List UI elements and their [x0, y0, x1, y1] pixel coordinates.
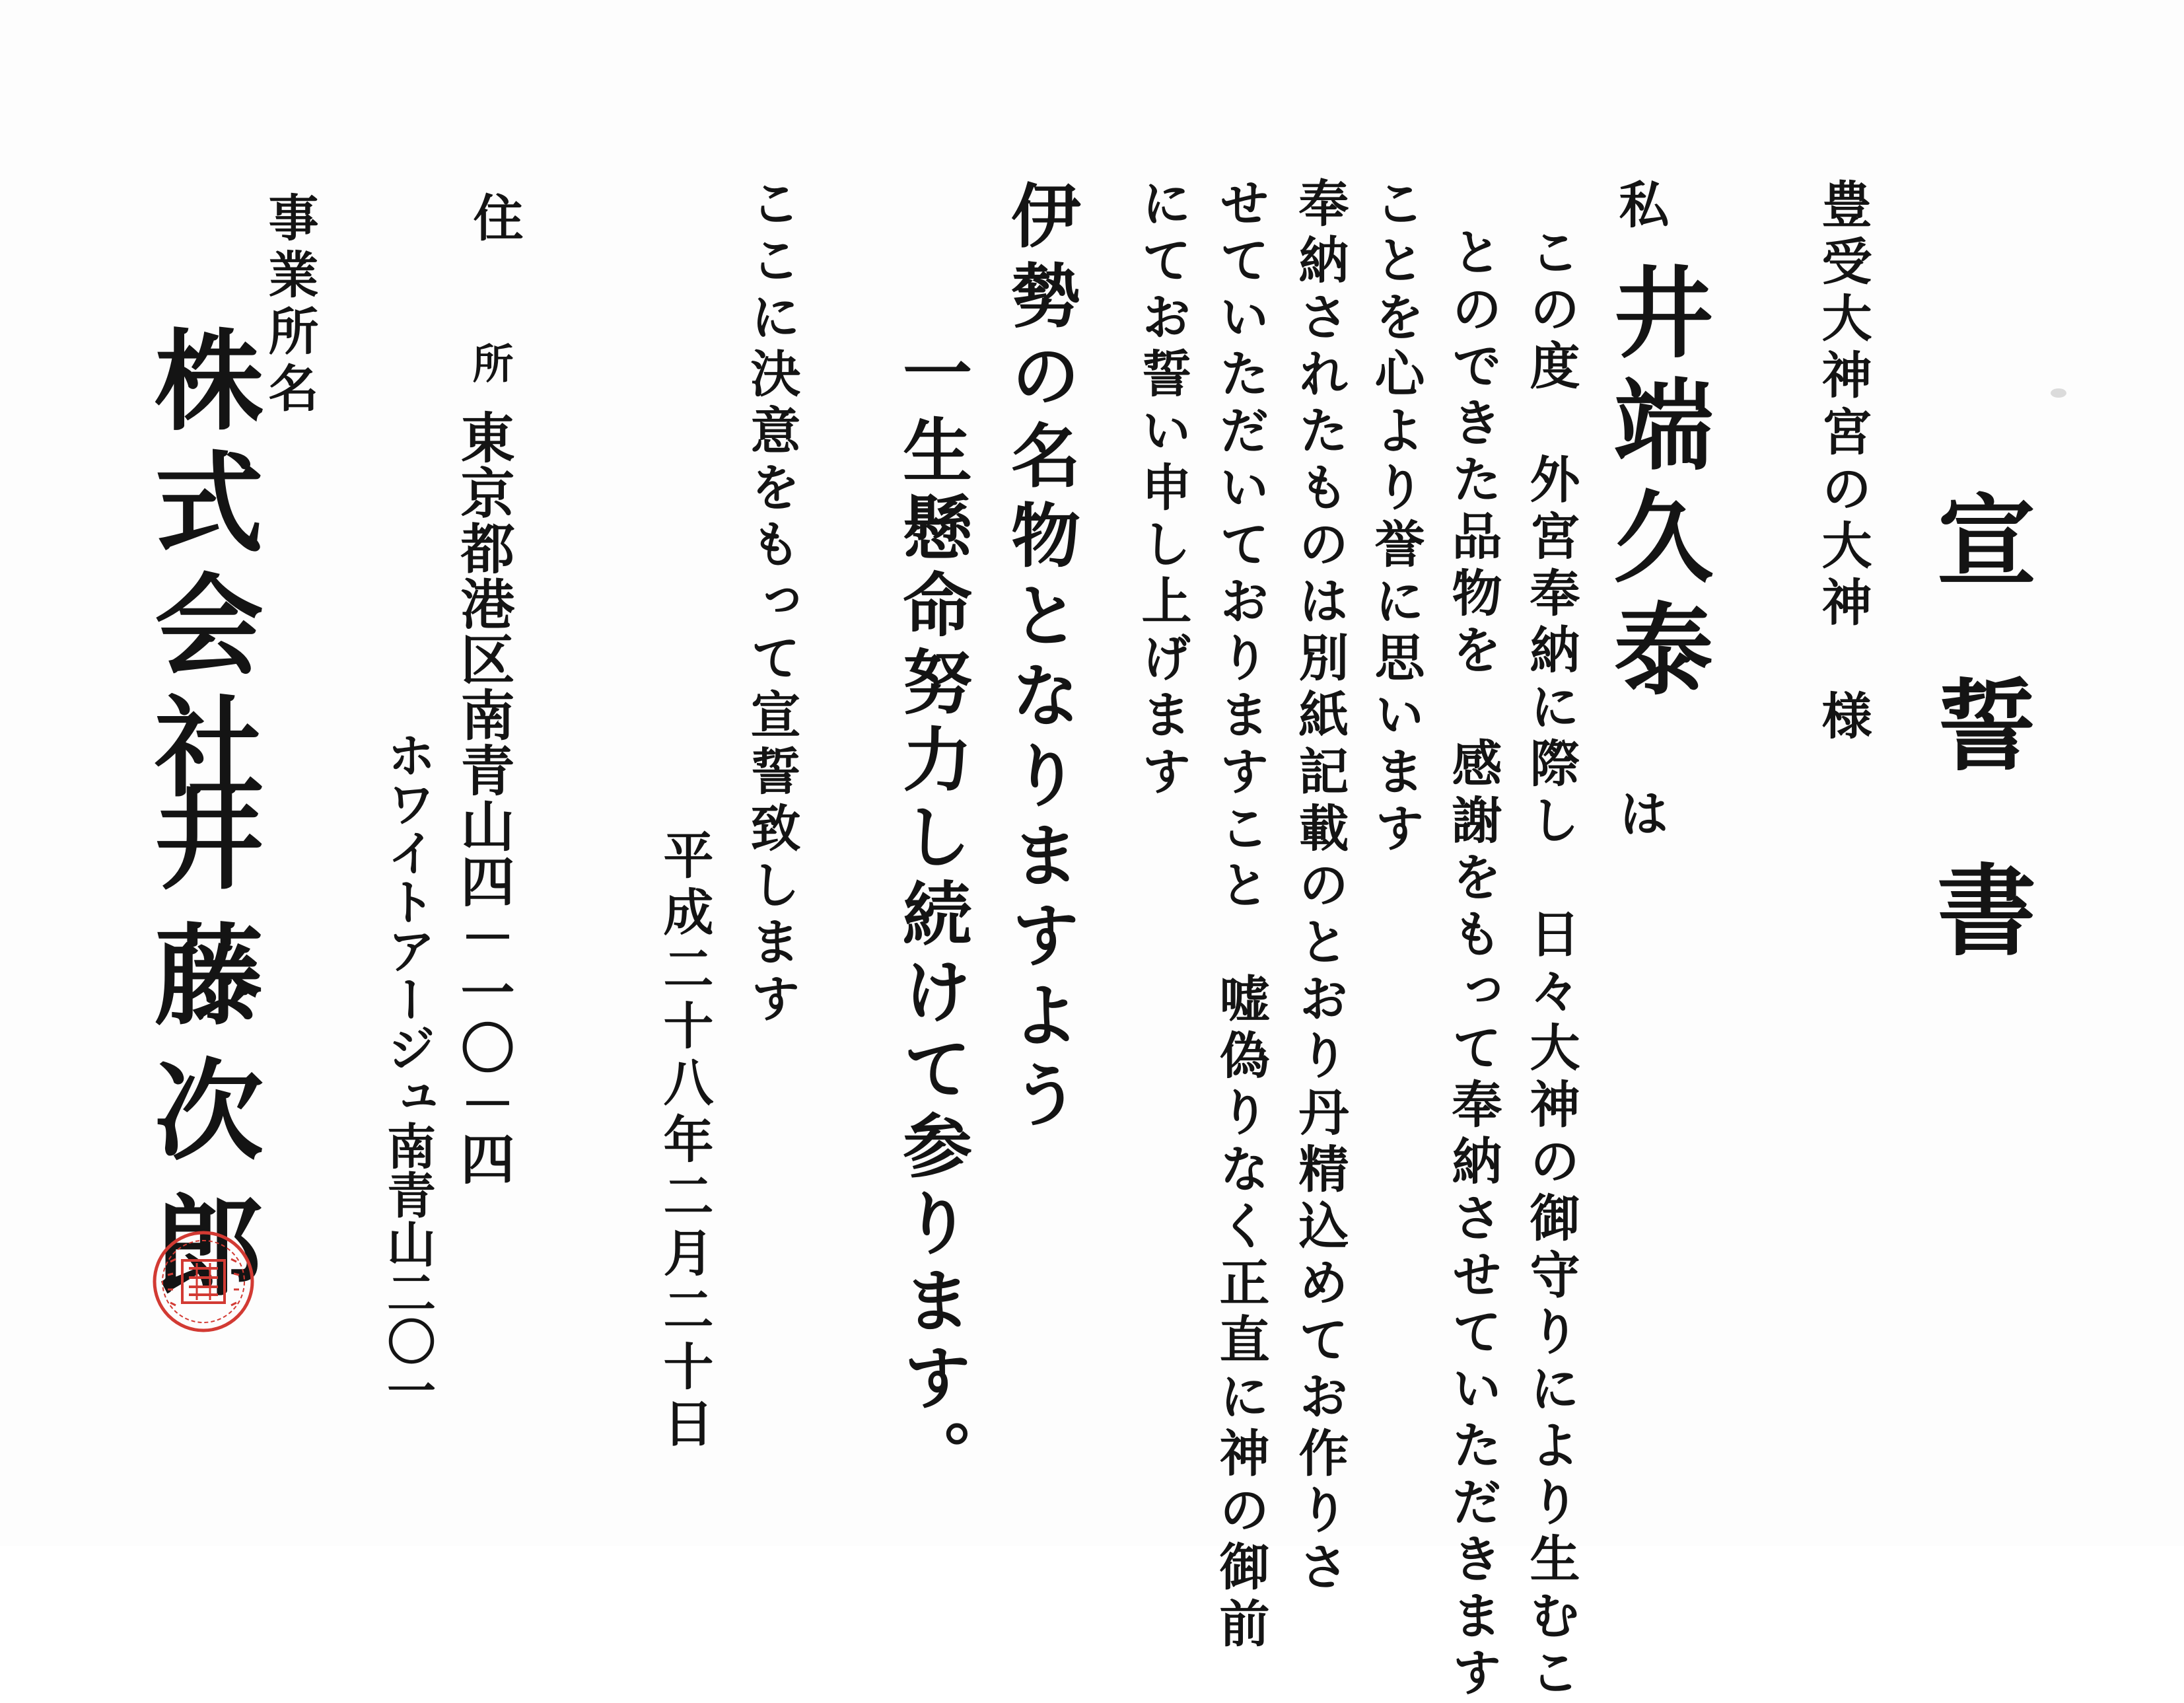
- body-line-4: 奉納されたものは別紙記載のとおり丹精込めてお作りさ: [1290, 177, 1349, 1597]
- addressee: 豊受大神宮の大神 様: [1814, 178, 1872, 746]
- body-line-2: とのできた品物を 感謝をもって奉納させていただきます: [1444, 226, 1502, 1703]
- body-line-3: ことを心より誉に思います: [1366, 177, 1425, 859]
- address-line-2: ホワイトアージュ南青山二〇一: [379, 730, 436, 1414]
- pledger-name: 井端久泰: [1597, 261, 1712, 710]
- body-line-5: せていただいておりますこと 嘘偽りなく正直に神の御前: [1211, 177, 1270, 1654]
- scan-mark: [2051, 388, 2066, 398]
- company-label: 事業所名: [260, 192, 319, 419]
- pledge-line-2: 一生懸命努力し続けて参ります。: [892, 337, 972, 1496]
- document-title: 宣誓書: [1920, 489, 2036, 1044]
- pledger-particle: は: [1611, 787, 1670, 844]
- pledger-prefix: 私: [1611, 178, 1670, 235]
- representative-name: 井藤次郎: [137, 783, 264, 1324]
- address-line-1: 東京都港区南青山四－一〇－四: [452, 410, 514, 1186]
- address-label-2: 所: [466, 342, 514, 390]
- body-line-6: にてお誓い申し上げます: [1133, 177, 1192, 802]
- address-label: 住: [465, 192, 524, 248]
- company-name: 株式会社: [137, 324, 264, 813]
- red-seal-icon: [151, 1229, 256, 1334]
- closing-statement: ここに決意をもって宣誓致します: [742, 177, 801, 1029]
- body-line-1: この度 外宮奉納に際し 日々大神の御守りにより生むこ: [1522, 226, 1580, 1703]
- pledge-line-1: 伊勢の名物となりますよう: [1000, 180, 1080, 1139]
- document-date: 平成二十八年二月二十日: [655, 829, 714, 1454]
